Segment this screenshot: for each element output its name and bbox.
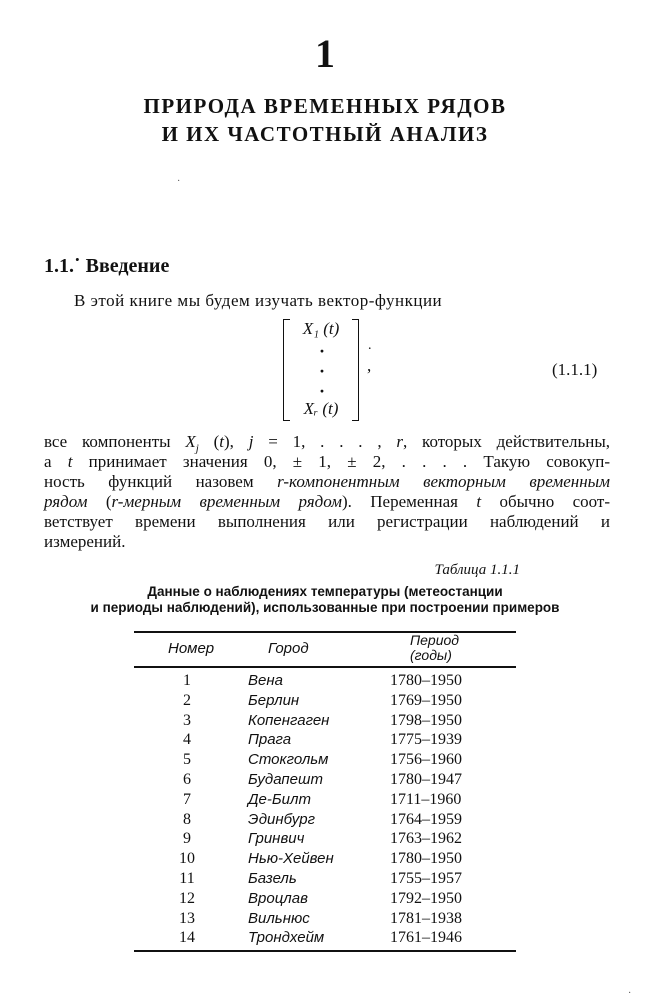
cell-city: Копенгаген <box>248 711 330 729</box>
cell-number: 9 <box>183 830 191 848</box>
math-var: t <box>476 492 482 511</box>
math-var: t <box>67 452 73 471</box>
stray-mark: · <box>177 176 181 187</box>
cell-city: Будапешт <box>248 771 323 788</box>
cell-period: 1780–1950 <box>390 850 462 868</box>
text-run: а <box>44 452 68 471</box>
cell-period: 1780–1947 <box>390 771 462 788</box>
cell-number: 10 <box>179 850 195 868</box>
text-run: ( <box>198 432 220 451</box>
cell-city: Гринвич <box>248 830 305 848</box>
equation-small-dot: . <box>368 338 372 353</box>
cell-period: 1763–1962 <box>390 830 462 848</box>
math-var: X <box>185 432 196 451</box>
chapter-title-line-2: И ИХ ЧАСТОТНЫЙ АНАЛИЗ <box>161 122 489 146</box>
text-run: , которых действительны, <box>403 432 611 451</box>
table-row <box>134 791 516 811</box>
math-var: j <box>248 432 254 451</box>
table-label: Таблица 1.1.1 <box>434 562 520 578</box>
cell-city: Вроцлав <box>248 889 308 907</box>
right-bracket <box>352 319 359 421</box>
paragraph-line-1 <box>44 432 611 455</box>
cell-number: 3 <box>183 711 191 729</box>
table-row <box>134 830 516 850</box>
cell-period: 1780–1950 <box>390 672 462 689</box>
text-run: = 1, . . . , <box>253 432 397 451</box>
cell-number: 4 <box>183 731 191 749</box>
vector-top-entry: X₁ (t) <box>302 319 340 338</box>
table-caption-line-1: Данные о наблюдениях температуры (метеостанции <box>147 584 503 599</box>
table-row <box>134 850 516 870</box>
text-run: обычно соот- <box>481 492 610 511</box>
equation-number: (1.1.1) <box>552 360 598 379</box>
math-sub: j <box>195 442 199 455</box>
cell-number: 12 <box>179 889 195 907</box>
cell-period: 1711–1960 <box>390 790 462 808</box>
paragraph-line-4 <box>44 492 610 512</box>
cell-city: Нью-Хейвен <box>248 850 334 868</box>
vector-dot-2: · <box>319 361 326 381</box>
cell-number: 11 <box>179 870 195 887</box>
cell-period: 1764–1959 <box>390 810 462 828</box>
text-run: все компоненты <box>44 432 186 451</box>
equation-comma: , <box>367 356 372 375</box>
chapter-number: 1 <box>315 31 335 76</box>
stray-mark: · <box>628 988 632 999</box>
intro-line: В этой книге мы будем изучать вектор-функции <box>74 291 443 310</box>
cell-number: 8 <box>183 810 191 828</box>
cell-number: 14 <box>179 929 195 947</box>
cell-period: 1761–1946 <box>390 929 462 947</box>
table-row <box>134 712 516 732</box>
italic-term: r-мерным временным рядом <box>111 492 342 511</box>
cell-period: 1769–1950 <box>390 691 462 709</box>
cell-city: Берлин <box>248 691 300 709</box>
header-period-line-2: (годы) <box>410 647 452 663</box>
cell-city: Трондхейм <box>248 929 325 947</box>
section-heading: 1.1.˙ Введение <box>44 255 170 277</box>
text-run: ). Переменная <box>341 492 477 511</box>
chapter-title-line-1: ПРИРОДА ВРЕМЕННЫХ РЯДОВ <box>143 94 507 118</box>
chapter-title <box>0 92 650 148</box>
vector-dot-3: · <box>319 381 326 401</box>
paragraph-line-3 <box>44 472 610 492</box>
table-row <box>134 811 516 831</box>
left-bracket <box>283 319 290 421</box>
header-period-line-1: Период <box>410 632 460 648</box>
math-var: t <box>219 432 224 451</box>
table-row <box>134 751 516 771</box>
cell-number: 6 <box>183 771 191 788</box>
cell-number: 2 <box>183 691 191 709</box>
table-row <box>134 731 516 751</box>
table-caption <box>60 584 590 616</box>
cell-number: 13 <box>179 909 195 927</box>
text-run: ), <box>224 432 249 451</box>
paragraph-line-2 <box>44 452 610 472</box>
table-row <box>134 771 516 791</box>
table-caption-line-2: и периоды наблюдений), использованные при построении примеров <box>90 600 560 615</box>
header-number: Номер <box>168 640 215 657</box>
vector-bottom-entry: Xᵣ (t) <box>303 399 339 418</box>
paragraph-line-6: измерений. <box>44 532 126 551</box>
table-row <box>134 870 516 890</box>
cell-number: 5 <box>183 751 191 769</box>
cell-city: Де-Билт <box>248 790 311 808</box>
vector-equation <box>283 317 359 423</box>
vector-dot-1: · <box>319 341 326 361</box>
cell-period: 1798–1950 <box>390 711 462 729</box>
cell-city: Стокгольм <box>248 751 329 769</box>
cell-city: Эдинбург <box>248 810 315 828</box>
math-var: r <box>396 432 403 451</box>
table-header-rule <box>134 666 516 668</box>
cell-number: 7 <box>183 790 191 808</box>
cell-number: 1 <box>183 672 191 689</box>
cell-period: 1792–1950 <box>390 889 462 907</box>
header-city: Город <box>268 640 309 657</box>
table-bottom-rule <box>134 950 516 952</box>
table-row <box>134 890 516 910</box>
cell-city: Прага <box>248 731 292 749</box>
table-row <box>134 692 516 712</box>
text-run: принимает значения 0, ± 1, ± 2, . . . . Такую совокуп- <box>72 452 610 471</box>
cell-period: 1775–1939 <box>390 731 462 749</box>
italic-term: r-компонентным векторным временным <box>277 472 610 491</box>
cell-city: Вена <box>248 672 283 689</box>
cell-period: 1781–1938 <box>390 909 462 927</box>
cell-city: Базель <box>248 870 297 887</box>
header-period <box>410 633 459 663</box>
table-row <box>134 929 516 949</box>
italic-term: рядом <box>44 492 88 511</box>
text-run: ( <box>87 492 112 511</box>
cell-period: 1756–1960 <box>390 751 462 769</box>
cell-period: 1755–1957 <box>390 870 462 887</box>
body-paragraph <box>44 432 610 552</box>
paragraph-line-5: ветствует времени выполнения или регистрации наблюдений и <box>44 512 610 531</box>
table-row <box>134 910 516 930</box>
table-row <box>134 672 516 692</box>
text-run: ность функций назовем <box>44 472 278 491</box>
cell-city: Вильнюс <box>248 909 310 927</box>
